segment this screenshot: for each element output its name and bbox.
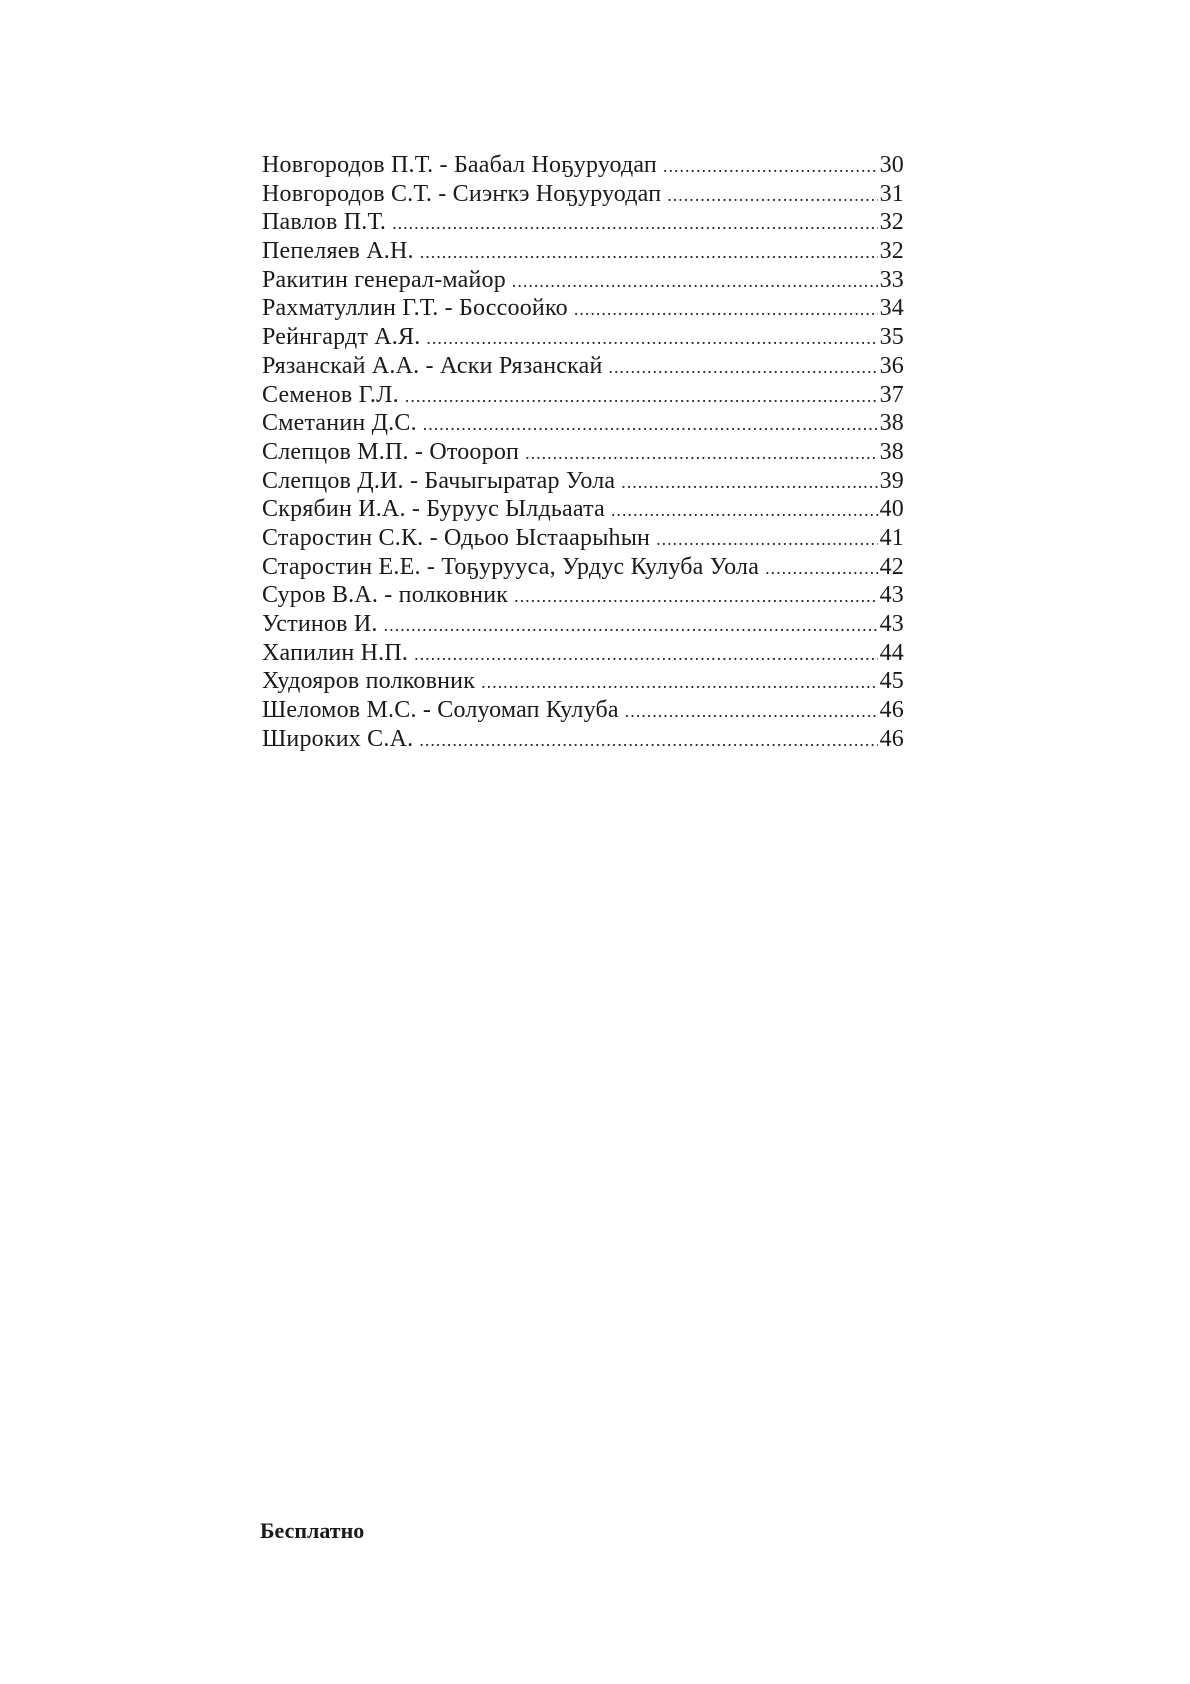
toc-entry (262, 696, 904, 725)
toc-entry-page: 32 (879, 209, 904, 236)
toc-entry-page: 45 (879, 668, 904, 695)
toc-entry-page: 37 (879, 381, 904, 408)
toc-dot-leader (765, 554, 878, 583)
toc-entry-page: 32 (879, 238, 904, 265)
toc-dot-leader (656, 525, 878, 554)
toc-dot-leader (481, 668, 878, 697)
toc-dot-leader (426, 324, 877, 353)
toc-entry (262, 180, 904, 209)
toc-dot-leader (667, 181, 877, 210)
toc-entry-page: 39 (879, 467, 904, 494)
toc-entry-name: Рязанскай А.А. - Аски Рязанскай (262, 352, 603, 379)
toc-entry (262, 725, 904, 754)
toc-entry-page: 43 (879, 611, 904, 637)
toc-entry-page: 46 (879, 697, 904, 724)
toc-entry (262, 667, 904, 696)
free-distribution-note: Бесплатно (260, 1518, 365, 1543)
toc-entry-name: Старостин С.К. - Одьоо Ыстаарыһын (262, 524, 651, 551)
toc-entry-name: Новгородов П.Т. - Баабал Ноҕуруодап (262, 152, 657, 178)
toc-entry-name: Семенов Г.Л. (262, 381, 399, 408)
toc-dot-leader (609, 353, 878, 382)
toc-entry (262, 208, 904, 237)
toc-entry (262, 610, 904, 639)
toc-entry (262, 495, 904, 524)
toc-dot-leader (419, 726, 877, 755)
toc-entry (262, 323, 904, 352)
toc-entry-page: 43 (879, 582, 904, 609)
toc-entry-name: Пепеляев А.Н. (262, 238, 414, 265)
toc-entry (262, 438, 904, 467)
toc-entry-name: Слепцов М.П. - Отоороп (262, 438, 520, 465)
toc-entry (262, 553, 904, 582)
toc-dot-leader (512, 267, 878, 296)
toc-entry (262, 581, 904, 610)
toc-entry-page: 36 (879, 352, 904, 379)
toc-entry-page: 44 (879, 639, 904, 666)
toc-entry-name: Шеломов М.С. - Солуомап Кулуба (262, 697, 619, 724)
toc-dot-leader (574, 295, 878, 324)
toc-dot-leader (611, 496, 878, 525)
toc-entry (262, 381, 904, 410)
toc-entry (262, 467, 904, 496)
toc-dot-leader (514, 582, 877, 611)
toc-entry-page: 40 (879, 496, 904, 523)
toc-entry-name: Скрябин И.А. - Буруус Ылдьаата (262, 496, 605, 523)
toc-dot-leader (414, 640, 878, 669)
toc-entry (262, 237, 904, 266)
toc-entry (262, 409, 904, 438)
toc-entry-page: 42 (879, 553, 904, 580)
toc-entry-page: 38 (879, 438, 904, 465)
toc-entry-name: Широких С.А. (262, 725, 414, 752)
toc-entry-page: 38 (879, 410, 904, 437)
toc-entry-name: Хапилин Н.П. (262, 639, 409, 666)
toc-entry (262, 266, 904, 295)
toc-entry (262, 151, 904, 180)
toc-entry-page: 33 (879, 266, 904, 293)
toc-dot-leader (663, 152, 878, 181)
toc-dot-leader (625, 697, 878, 726)
toc-dot-leader (405, 382, 878, 411)
toc-entry-name: Старостин Е.Е. - Тоҕурууса, Урдус Кулуба Уола (262, 553, 760, 580)
toc-entry-name: Рейнгардт А.Я. (262, 324, 421, 351)
toc-entry-name: Рахматуллин Г.Т. - Боссоойко (262, 295, 568, 322)
toc-entry-name: Сметанин Д.С. (262, 410, 417, 437)
toc-entry-page: 34 (879, 295, 904, 322)
toc-dot-leader (423, 410, 878, 439)
toc-dot-leader (621, 468, 877, 497)
toc-entry-name: Слепцов Д.И. - Бачыгыратар Уола (262, 467, 616, 494)
toc-entry-name: Суров В.А. - полковник (262, 582, 509, 609)
toc-dot-leader (525, 439, 878, 468)
toc-entry-page: 31 (879, 180, 904, 207)
toc-entry (262, 294, 904, 323)
toc-entry (262, 352, 904, 381)
toc-entry (262, 524, 904, 553)
toc-dot-leader (392, 209, 877, 238)
toc-entry-page: 46 (879, 725, 904, 752)
toc-entry-name: Устинов И. (262, 611, 378, 637)
toc-entry-name: Ракитин генерал-майор (262, 266, 506, 293)
toc-entry-name: Худояров полковник (262, 668, 476, 695)
toc-entry-name: Павлов П.Т. (262, 209, 387, 236)
toc-entry-page: 41 (879, 524, 904, 551)
toc-dot-leader (384, 611, 878, 640)
toc-entry (262, 639, 904, 668)
toc-entry-page: 35 (879, 324, 904, 351)
toc-entry-name: Новгородов С.Т. - Сиэҥкэ Ноҕуруодап (262, 180, 662, 207)
table-of-contents (262, 151, 904, 753)
toc-dot-leader (420, 238, 878, 267)
toc-entry-page: 30 (879, 152, 904, 178)
